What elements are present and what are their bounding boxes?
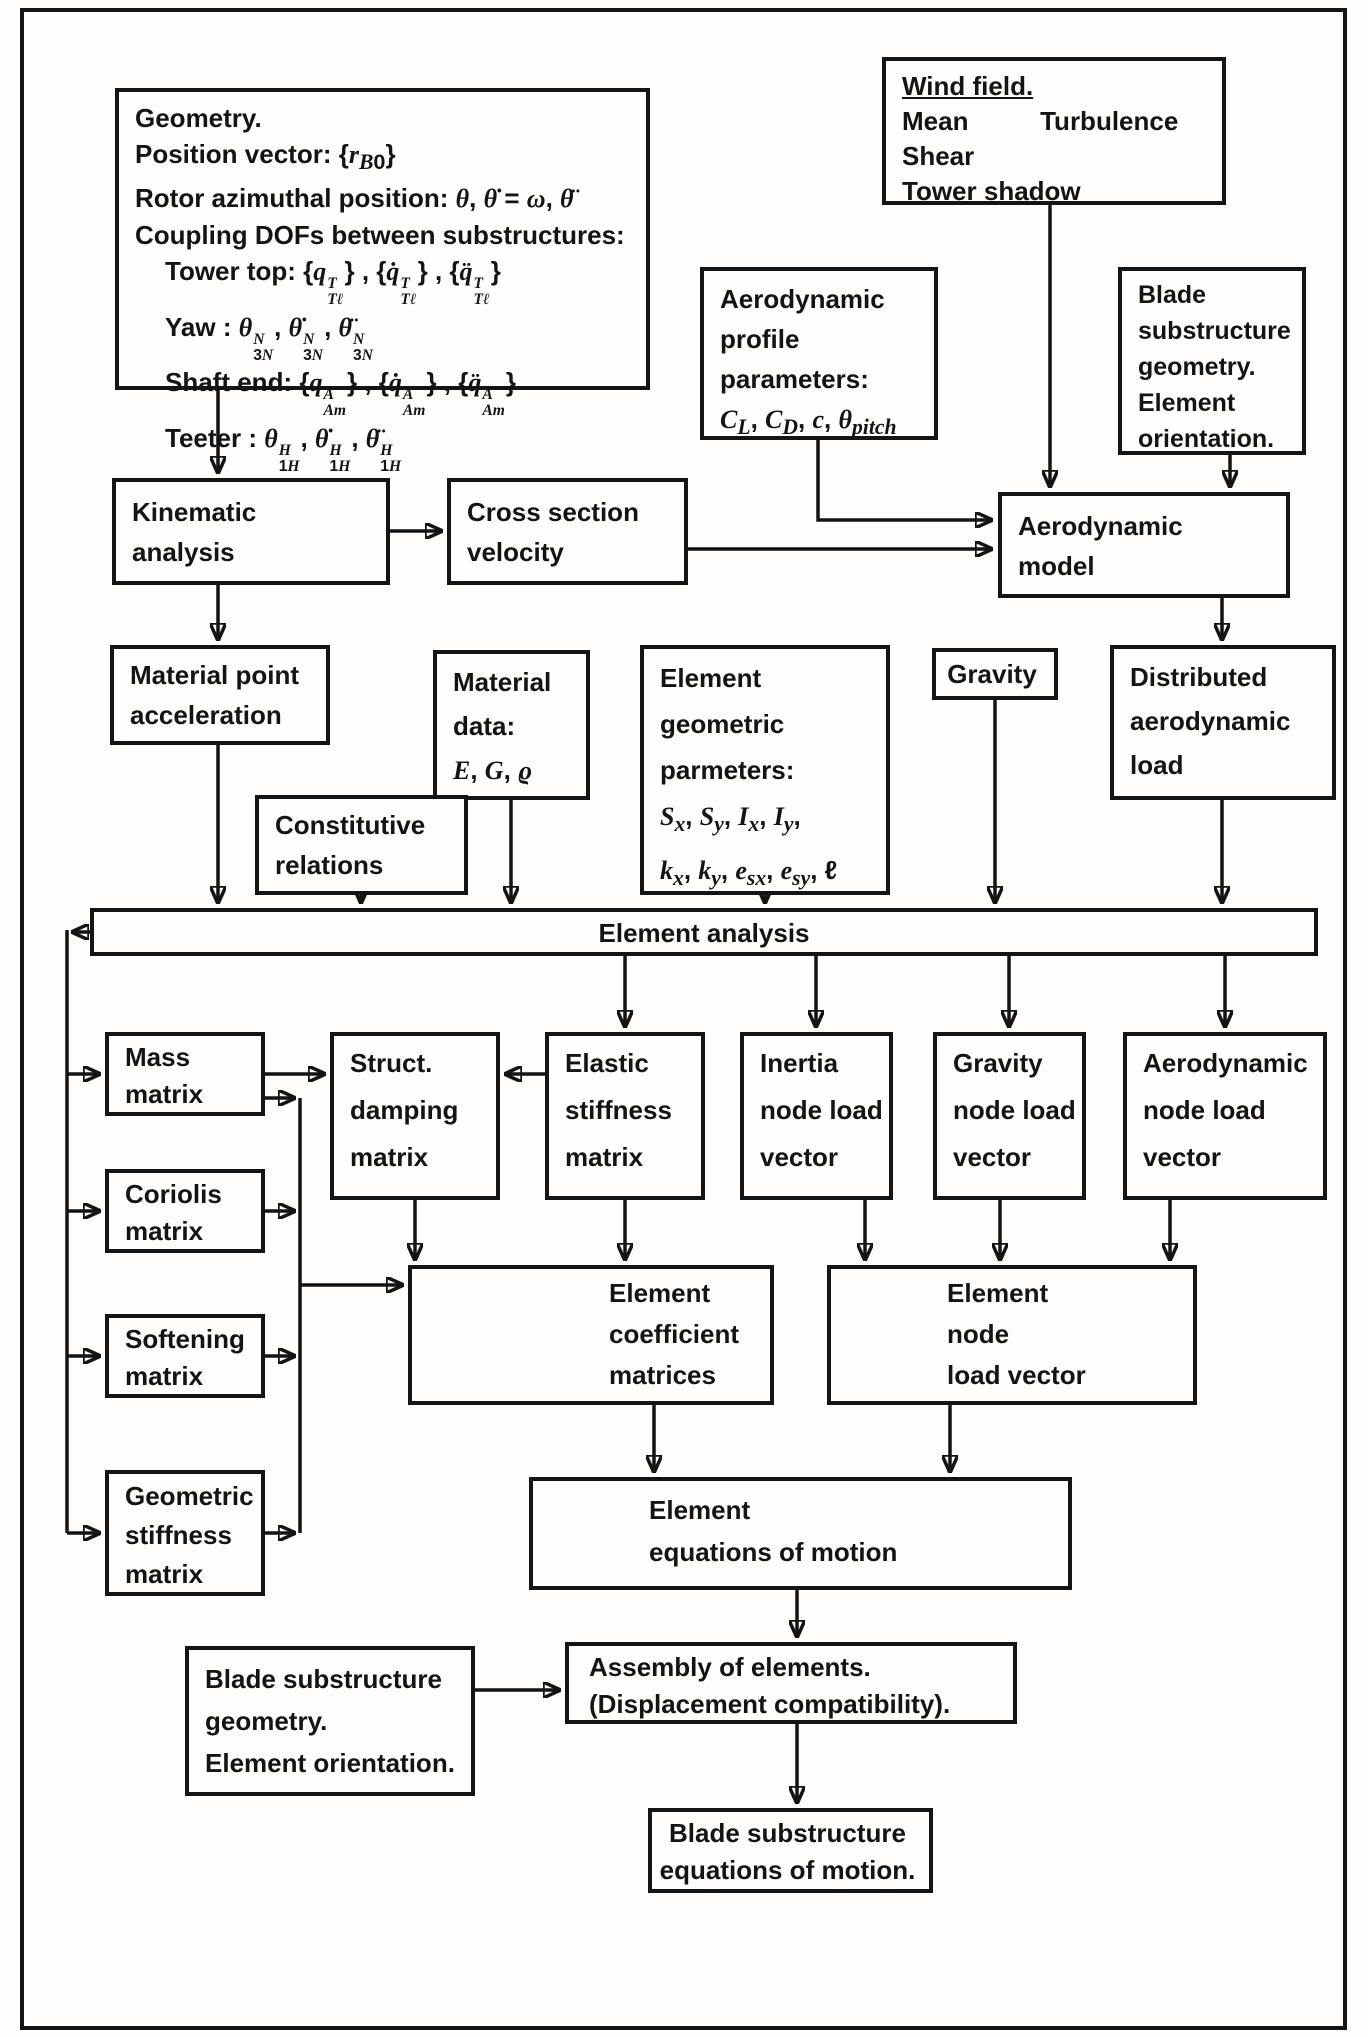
- text-line: acceleration: [130, 700, 282, 730]
- text-line: Coriolis: [125, 1179, 222, 1209]
- text-line: matrix: [125, 1079, 204, 1109]
- text-line: Yaw : θ N 3N , θ̇ N 3N , θ̈ N 3N: [165, 311, 373, 364]
- text-line: matrix: [565, 1142, 644, 1172]
- inertia-node-load-vector-box: [740, 1032, 893, 1200]
- text-line: Distributed: [1130, 662, 1268, 692]
- cross-section-velocity-box: [447, 478, 688, 585]
- text-line: geometric: [660, 709, 785, 739]
- element-analysis-box: [90, 908, 1318, 956]
- text-line: $k_x$, $k_y$, $e_{sx}$, $e_{sy}$, ℓ: [660, 855, 838, 891]
- text-line: $C_L$, $C_D$, c, $\theta_{pitch}$: [720, 404, 897, 440]
- wind-field-title: Wind field.: [902, 71, 1034, 101]
- text-line: $S_x$, $S_y$, $I_x$, $I_y$,: [660, 801, 801, 837]
- text-line: matrix: [125, 1559, 204, 1589]
- text-line: E, G, ϱ: [453, 755, 533, 785]
- text-line: load: [1130, 750, 1184, 780]
- text-line: geometry.: [1138, 353, 1256, 381]
- text-line: Element: [660, 663, 762, 693]
- constitutive-relations-box: [255, 795, 468, 895]
- text-line: Element analysis: [598, 918, 810, 948]
- text-line: Shear: [902, 141, 975, 171]
- text-line: vector: [953, 1142, 1032, 1172]
- text-line: Turbulence: [1040, 106, 1179, 136]
- aerodynamic-node-load-vector-box: [1123, 1032, 1327, 1200]
- assembly-of-elements-box: [565, 1642, 1017, 1724]
- text-line: Assembly of elements.: [589, 1652, 871, 1682]
- element-node-load-vector-box: [827, 1265, 1197, 1405]
- text-line: aerodynamic: [1130, 706, 1291, 736]
- text-line: Mean: [902, 106, 969, 136]
- text-line: profile: [720, 324, 800, 354]
- softening-matrix-box: [105, 1314, 265, 1398]
- text-line: Tower shadow: [902, 176, 1081, 206]
- text-line: node: [947, 1319, 1010, 1349]
- text-line: [902, 104, 1178, 139]
- aerodynamic-profile-parameters-box: [700, 267, 938, 440]
- element-coefficient-matrices-box: [408, 1265, 774, 1405]
- text-line: coefficient: [609, 1319, 740, 1349]
- text-line: matrix: [125, 1361, 204, 1391]
- text-line: Material point: [130, 660, 300, 690]
- text-line: Geometry.: [135, 103, 262, 133]
- material-point-acceleration-box: [110, 645, 330, 745]
- text-line: Struct.: [350, 1048, 433, 1078]
- text-line: parameters:: [720, 364, 869, 394]
- text-line: Tower top: {q T Tℓ } , {q̇ T Tℓ } , {q̈ T Tℓ }: [165, 256, 501, 309]
- geometry-box: [115, 88, 650, 475]
- text-line: Kinematic: [132, 497, 257, 527]
- text-line: Aerodynamic: [720, 284, 885, 314]
- blade-substructure-geometry-top-box: [1118, 267, 1306, 455]
- text-line: damping: [350, 1095, 459, 1125]
- text-line: Position vector: $\{r_{B0}\}$: [135, 139, 396, 175]
- text-line: Mass: [125, 1042, 191, 1072]
- struct-damping-matrix-box: [330, 1032, 500, 1200]
- coriolis-matrix-box: [105, 1169, 265, 1253]
- kinematic-analysis-box: [112, 478, 390, 585]
- text-line: relations: [275, 850, 384, 880]
- text-line: Constitutive: [275, 810, 426, 840]
- gravity-node-load-vector-box: [933, 1032, 1086, 1200]
- elastic-stiffness-matrix-box: [545, 1032, 705, 1200]
- text-line: Gravity: [947, 659, 1037, 689]
- text-line: Cross section: [467, 497, 639, 527]
- text-line: Gravity: [953, 1048, 1043, 1078]
- text-line: Blade substructure: [205, 1664, 442, 1694]
- text-line: (Displacement compatibility).: [589, 1689, 951, 1719]
- text-line: Element: [947, 1278, 1049, 1308]
- text-line: node load: [1143, 1095, 1266, 1125]
- text-line: Blade: [1138, 281, 1207, 309]
- text-line: matrix: [125, 1216, 204, 1246]
- mass-matrix-box: [105, 1032, 265, 1116]
- aerodynamic-model-box: [998, 492, 1290, 598]
- text-line: matrices: [609, 1360, 716, 1390]
- text-line: Element: [1138, 389, 1236, 417]
- text-line: Aerodynamic: [1018, 511, 1183, 541]
- text-line: Softening: [125, 1324, 245, 1354]
- blade-substructure-equations-box: [648, 1808, 933, 1893]
- text-line: stiffness: [565, 1095, 672, 1125]
- text-line: Rotor azimuthal position: θ, θ̇ = ω, θ̈: [135, 183, 574, 214]
- text-line: Element: [649, 1495, 751, 1525]
- text-line: node load: [760, 1095, 883, 1125]
- text-line: analysis: [132, 537, 235, 567]
- blade-substructure-geometry-bottom-box: [185, 1646, 475, 1796]
- text-line: matrix: [350, 1142, 429, 1172]
- geometric-stiffness-matrix-box: [105, 1470, 265, 1596]
- text-line: Elastic: [565, 1048, 649, 1078]
- text-line: Material: [453, 667, 552, 697]
- text-line: Element orientation.: [205, 1748, 455, 1778]
- element-equations-of-motion-box: [529, 1477, 1072, 1590]
- text-line: orientation.: [1138, 425, 1275, 453]
- text-line: Coupling DOFs between substructures:: [135, 220, 625, 251]
- gravity-box: [932, 648, 1058, 700]
- material-data-box: [433, 650, 590, 800]
- text-line: Blade substructure: [669, 1818, 906, 1848]
- text-line: Inertia: [760, 1048, 839, 1078]
- text-line: Teeter : θ H 1H , θ̇ H 1H , θ̈ H 1H: [165, 422, 402, 475]
- text-line: model: [1018, 551, 1095, 581]
- text-line: equations of motion.: [659, 1855, 916, 1885]
- element-geometric-parameters-box: [640, 645, 890, 895]
- text-line: equations of motion: [649, 1537, 898, 1567]
- text-line: Geometric: [125, 1481, 254, 1511]
- text-line: data:: [453, 711, 516, 741]
- distributed-aerodynamic-load-box: [1110, 645, 1336, 800]
- text-line: substructure: [1138, 317, 1291, 345]
- text-line: stiffness: [125, 1520, 232, 1550]
- text-line: vector: [1143, 1142, 1222, 1172]
- text-line: Aerodynamic: [1143, 1048, 1308, 1078]
- text-line: velocity: [467, 537, 564, 567]
- text-line: Element: [609, 1278, 711, 1308]
- text-line: parmeters:: [660, 755, 795, 785]
- wind-field-box: [882, 57, 1226, 205]
- text-line: node load: [953, 1095, 1076, 1125]
- text-line: Shaft end: {q A Am } , {q̇ A Am } , {q̈ A Am }: [165, 367, 517, 420]
- text-line: load vector: [947, 1360, 1086, 1390]
- text-line: geometry.: [205, 1706, 328, 1736]
- text-line: vector: [760, 1142, 839, 1172]
